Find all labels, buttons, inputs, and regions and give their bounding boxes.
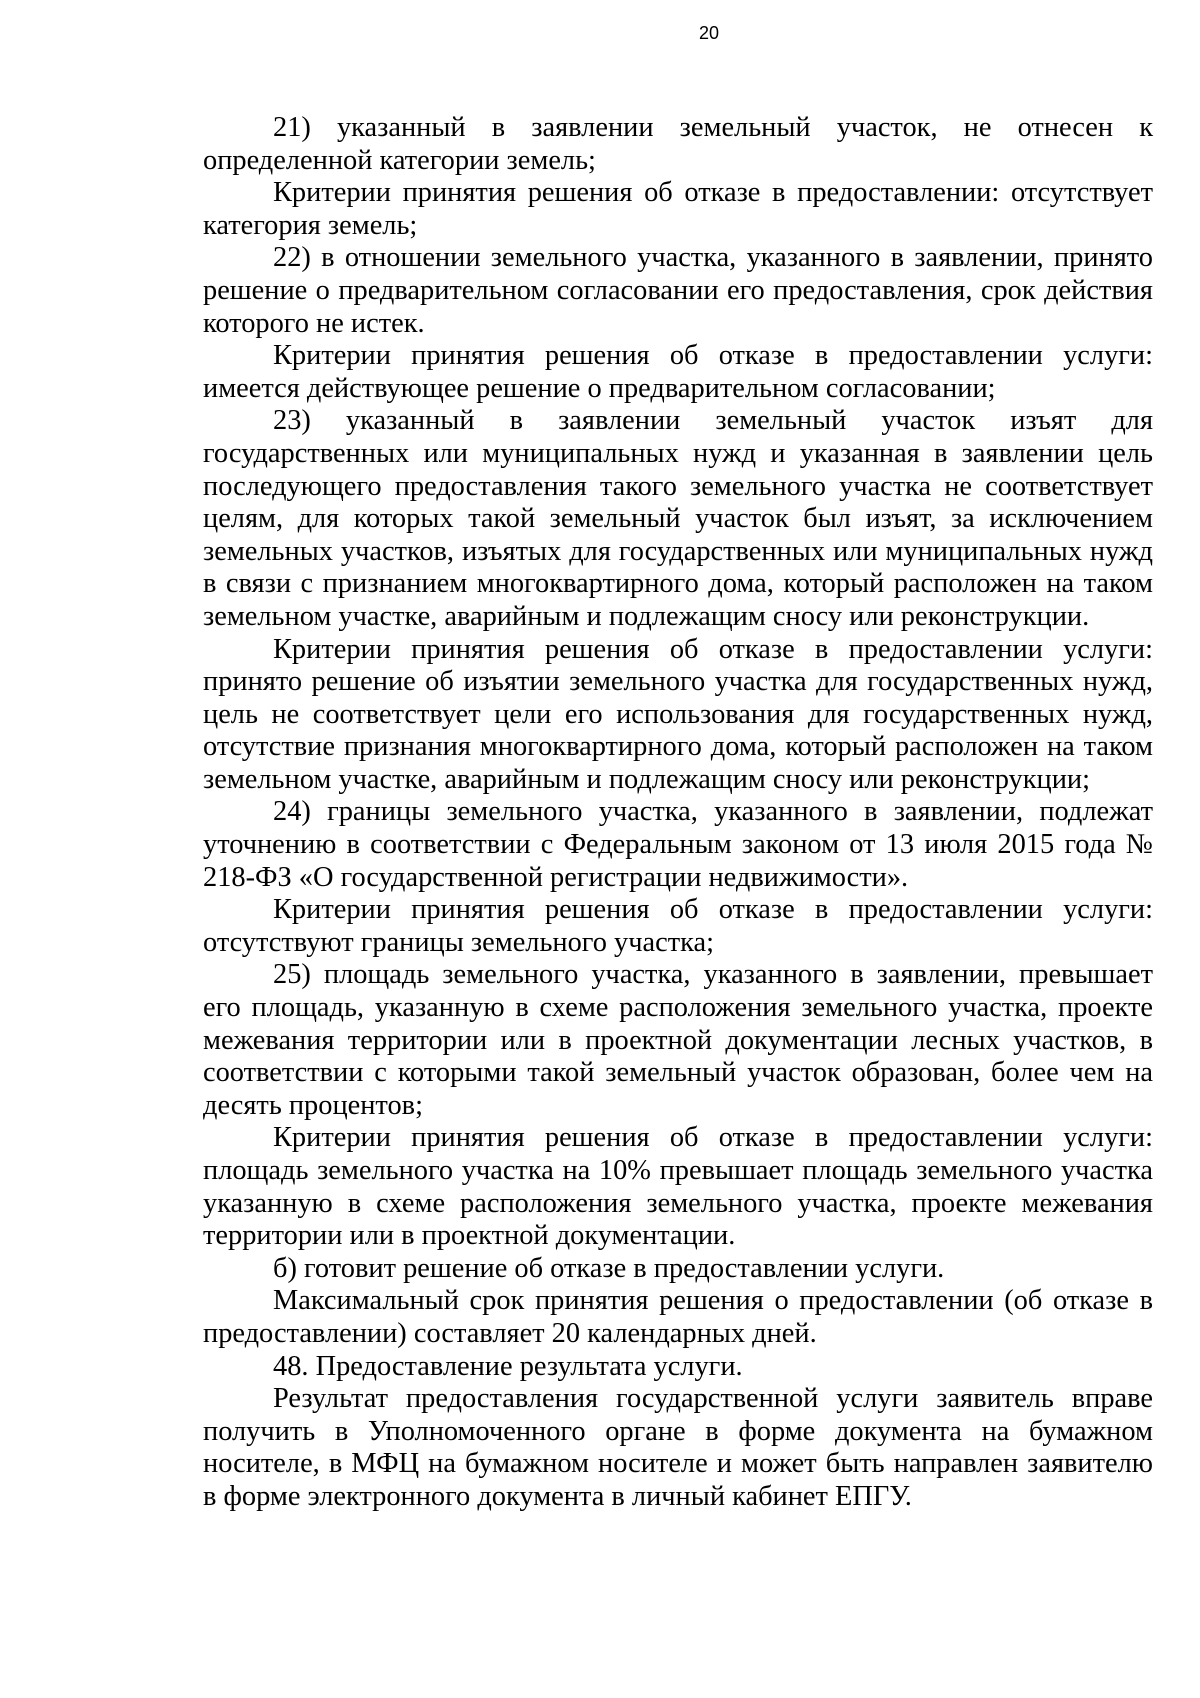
page-number: 20 — [698, 23, 720, 43]
paragraph-criteria-21: Критерии принятия решения об отказе в предоставлении: отсутствует категория земель; — [203, 177, 1153, 241]
paragraph-item-22: 22) в отношении земельного участка, указанного в заявлении, принято решение о предварительном согласовании его предоставления, срок действия которого не истек. — [203, 242, 1153, 339]
paragraph-criteria-24: Критерии принятия решения об отказе в предоставлении услуги: отсутствуют границы земельного участка; — [203, 894, 1153, 958]
paragraph-result: Результат предоставления государственной услуги заявитель вправе получить в Уполномоченного органе в форме документа на бумажном носителе, в МФЦ на бумажном носителе и может быть направлен заявителю в форме электронного документа в личный кабинет ЕПГУ. — [203, 1383, 1153, 1512]
paragraph-section-48: 48. Предоставление результата услуги. — [273, 1350, 743, 1382]
paragraph-item-21: 21) указанный в заявлении земельный участок, не отнесен к определенной категории земель; — [203, 112, 1153, 176]
document-body — [203, 112, 1153, 1514]
paragraph-item-24: 24) границы земельного участка, указанного в заявлении, подлежат уточнению в соответствии с Федеральным законом от 13 июля 2015 года № 218-ФЗ «О государственной регистрации недвижимости». — [203, 796, 1153, 893]
paragraph-item-23: 23) указанный в заявлении земельный участок изъят для государственных или муниципальных нужд и указанная в заявлении цель последующего предоставления такого земельного участка не соответствует целям, для которых такой земельный участок был изъят, за исключением земельных участков, изъятых для государственных или муниципальных нужд в связи с признанием многоквартирного дома, который расположен на таком земельном участке, аварийным и подлежащим сносу или реконструкции. — [203, 405, 1153, 632]
paragraph-item-25: 25) площадь земельного участка, указанного в заявлении, превышает его площадь, указанную в схеме расположения земельного участка, проекте межевания территории или в проектной документации лесных участков, в соответствии с которыми такой земельный участок образован, более чем на десять процентов; — [203, 959, 1153, 1121]
paragraph-max-term: Максимальный срок принятия решения о предоставлении (об отказе в предоставлении) составляет 20 календарных дней. — [203, 1285, 1153, 1349]
paragraph-refusal-decision: б) готовит решение об отказе в предоставлении услуги. — [273, 1252, 945, 1284]
paragraph-criteria-22: Критерии принятия решения об отказе в предоставлении услуги: имеется действующее решение о предварительном согласовании; — [203, 340, 1153, 404]
paragraph-criteria-25: Критерии принятия решения об отказе в предоставлении услуги: площадь земельного участка на 10% превышает площадь земельного участка указанную в схеме расположения земельного участка, проекте межевания территории или в проектной документации. — [203, 1122, 1153, 1252]
paragraph-criteria-23: Критерии принятия решения об отказе в предоставлении услуги: принято решение об изъятии земельного участка для государственных нужд, цель не соответствует цели его использования для государственных нужд, отсутствие признания многоквартирного дома, который расположен на таком земельном участке, аварийным и подлежащим сносу или реконструкции; — [203, 633, 1153, 795]
